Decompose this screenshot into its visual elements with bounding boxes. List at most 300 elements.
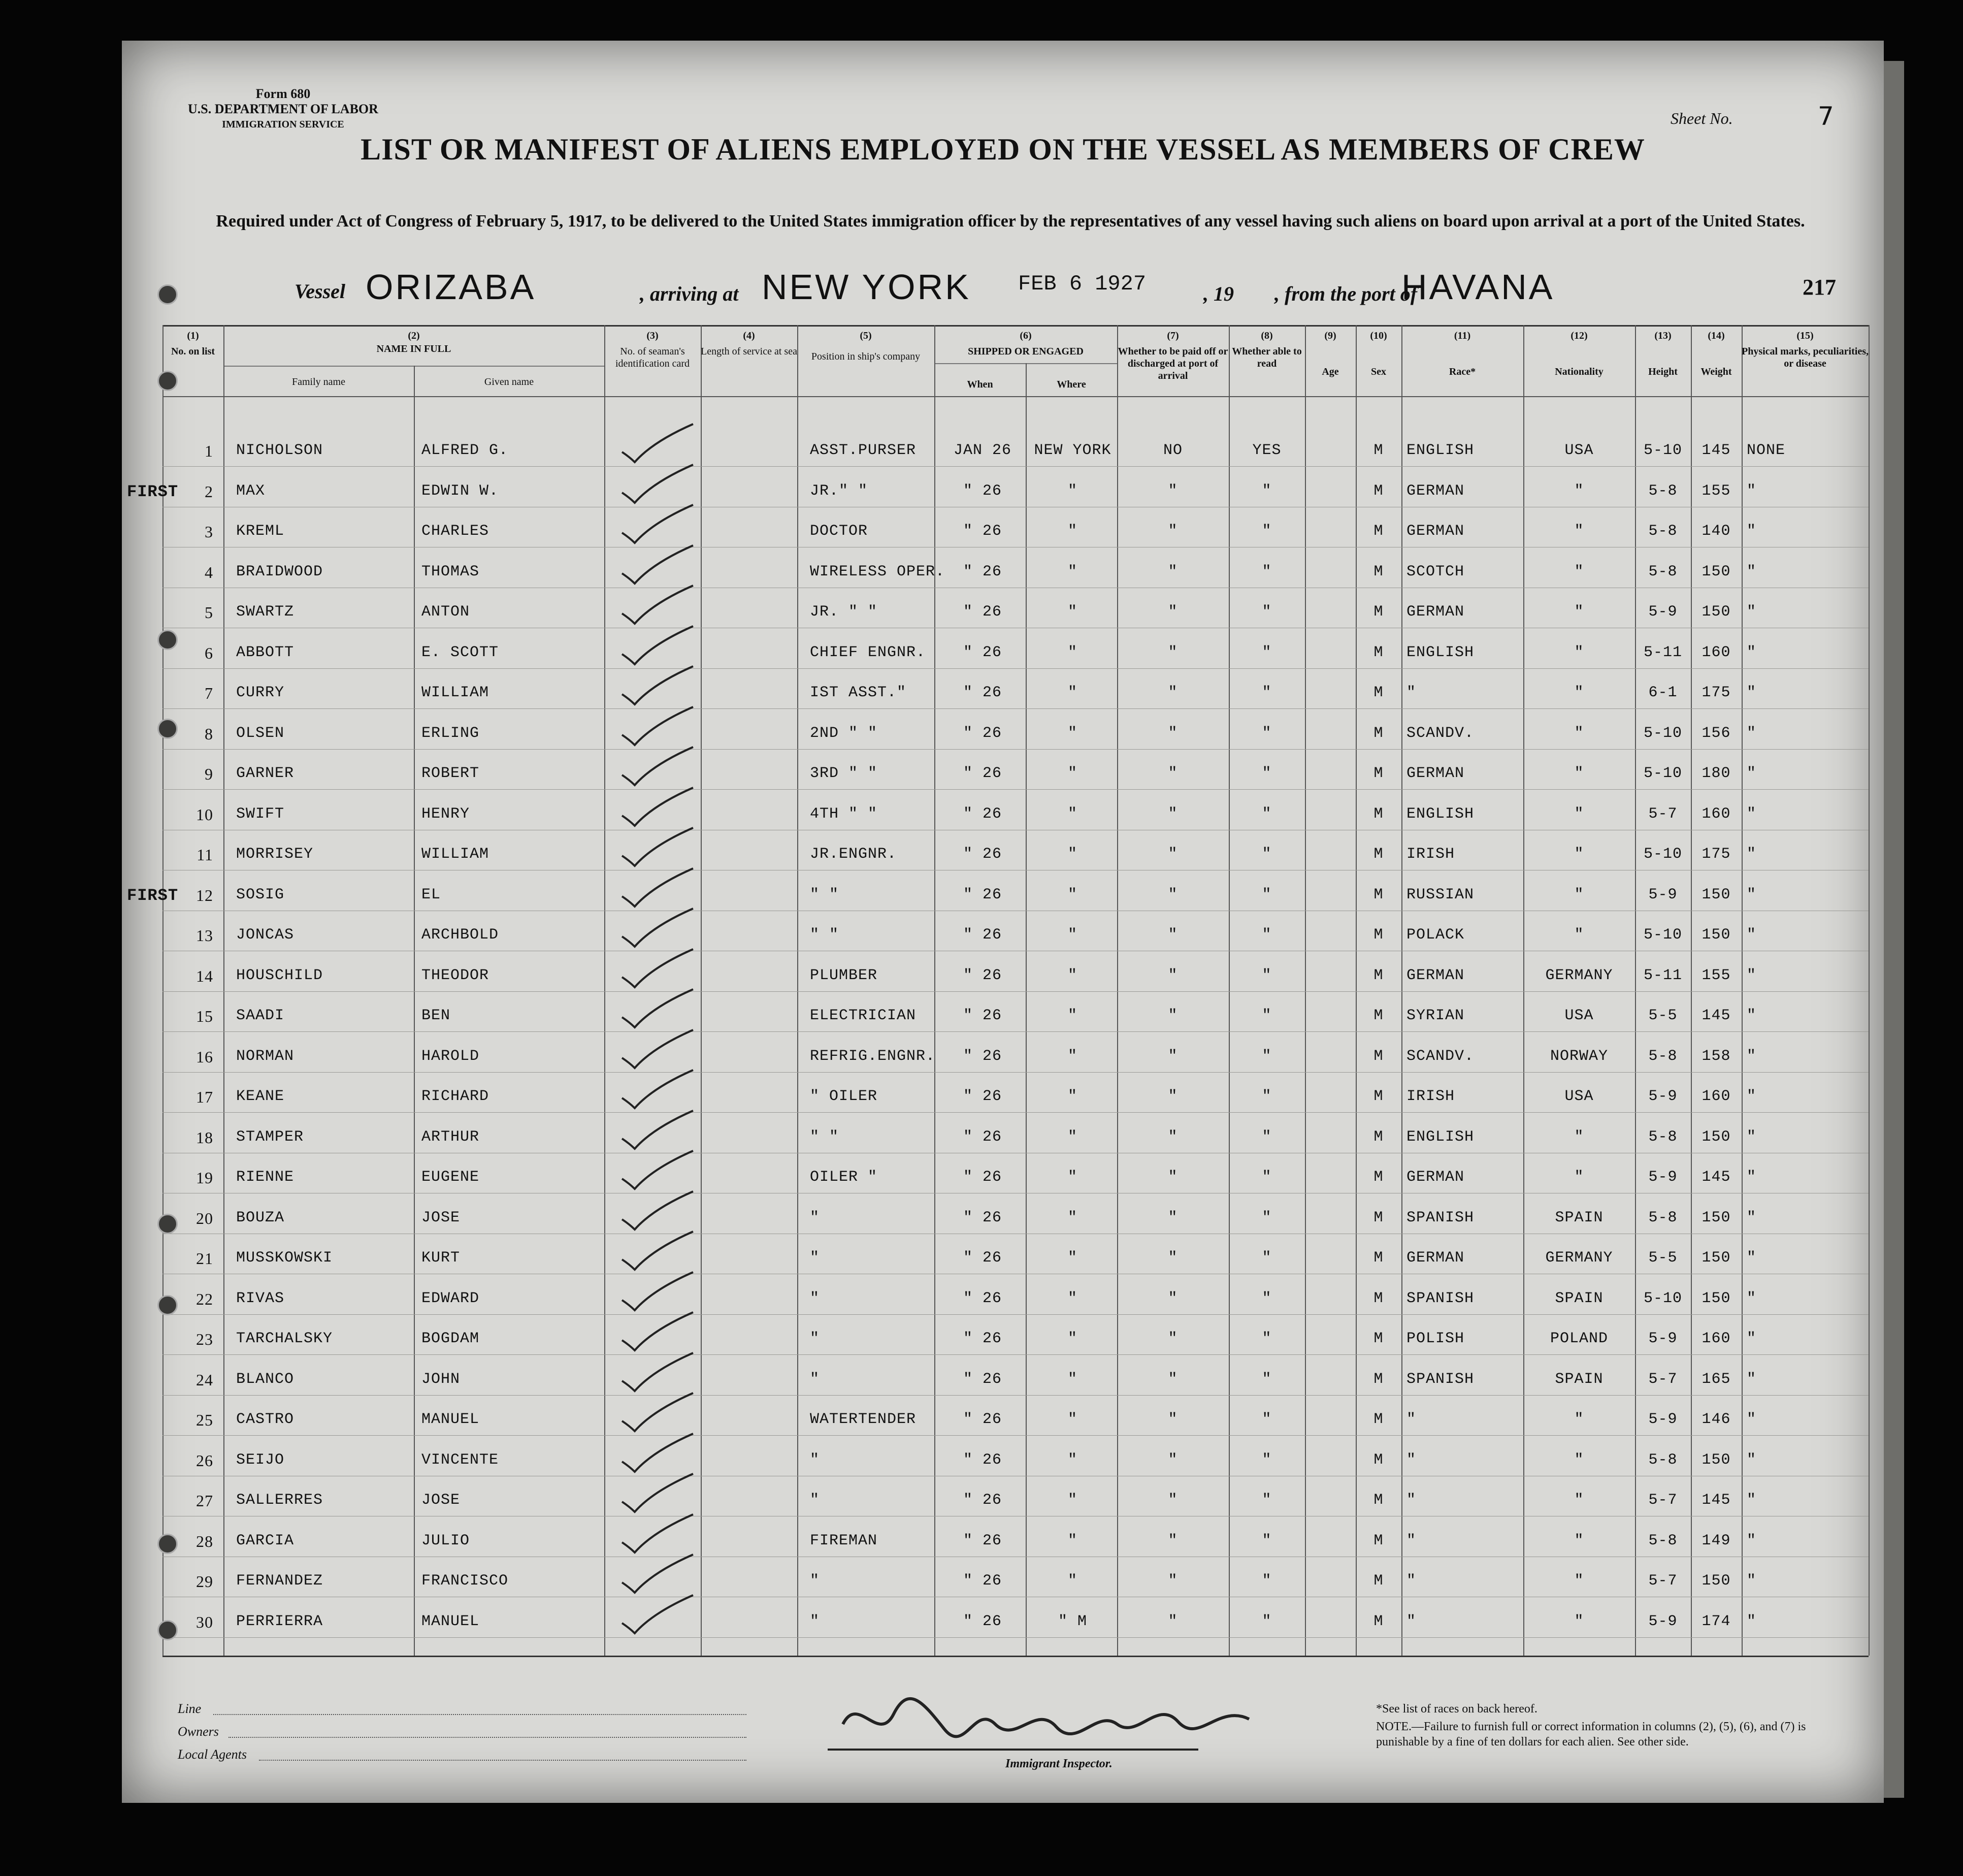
weight: 175: [1702, 846, 1731, 863]
from-port: HAVANA: [1401, 267, 1555, 307]
race: ENGLISH: [1406, 1128, 1475, 1146]
check-mark-icon: [617, 866, 698, 912]
family-name: CURRY: [236, 684, 285, 701]
row-number: 14: [196, 966, 213, 985]
paid-off: ": [1168, 1007, 1178, 1024]
row-number: 17: [196, 1088, 213, 1106]
physical-marks: ": [1747, 482, 1757, 500]
row-number: 12: [196, 886, 213, 904]
check-mark-icon: [617, 906, 698, 952]
race: ": [1406, 1612, 1417, 1630]
shipped-when: " 26: [963, 886, 1002, 903]
sex: M: [1373, 1451, 1384, 1469]
position: JR. " ": [810, 603, 878, 621]
position: ": [810, 1451, 820, 1469]
position: ": [810, 1370, 820, 1388]
row-number: 24: [196, 1370, 213, 1389]
row-rule: [162, 789, 1869, 790]
position: FIREMAN: [810, 1532, 878, 1549]
column-divider: [1401, 325, 1402, 1656]
paid-off: ": [1168, 1612, 1178, 1630]
physical-marks: ": [1747, 1370, 1757, 1388]
physical-marks: ": [1747, 1572, 1757, 1590]
family-name: SEIJO: [236, 1451, 285, 1469]
position: " ": [810, 926, 839, 944]
nationality: POLAND: [1550, 1330, 1609, 1347]
given-name: ROBERT: [421, 765, 480, 782]
race: GERMAN: [1406, 482, 1465, 500]
row-number: 29: [196, 1572, 213, 1591]
family-name: ABBOTT: [236, 643, 295, 661]
punch-hole: [157, 1620, 178, 1640]
shipped-where: ": [1067, 603, 1077, 621]
position: " ": [810, 1128, 839, 1146]
row-number: 3: [205, 523, 213, 541]
column-divider: [1356, 325, 1357, 1656]
able-to-read: ": [1262, 1088, 1272, 1105]
shipped-where: ": [1067, 1289, 1077, 1307]
sex: M: [1373, 643, 1384, 661]
col-header-given: Given name: [484, 376, 534, 387]
row-number: 4: [205, 563, 213, 581]
weight: 150: [1702, 1289, 1731, 1307]
column-divider: [934, 325, 935, 1656]
nationality: ": [1574, 805, 1584, 823]
weight: 150: [1702, 563, 1731, 580]
able-to-read: ": [1262, 1330, 1272, 1347]
sex: M: [1373, 966, 1384, 984]
weight: 180: [1702, 765, 1731, 782]
paid-off: ": [1168, 1572, 1178, 1590]
given-name: FRANCISCO: [421, 1572, 509, 1590]
sex: M: [1373, 1047, 1384, 1065]
given-name: WILLIAM: [421, 684, 489, 701]
height: 5-11: [1643, 643, 1682, 661]
check-mark-icon: [617, 1552, 698, 1598]
shipped-where: ": [1067, 523, 1077, 540]
able-to-read: ": [1262, 1532, 1272, 1549]
check-mark-icon: [617, 1310, 698, 1355]
physical-marks: ": [1747, 1330, 1757, 1347]
race: SPANISH: [1406, 1209, 1475, 1226]
race: SCANDV.: [1406, 1047, 1475, 1065]
paid-off: ": [1168, 1330, 1178, 1347]
physical-marks: ": [1747, 926, 1757, 944]
position: " ": [810, 886, 839, 903]
check-mark-icon: [617, 664, 698, 709]
able-to-read: ": [1262, 805, 1272, 823]
position: ": [810, 1249, 820, 1267]
paid-off: ": [1168, 724, 1178, 742]
position: ": [810, 1612, 820, 1630]
race: ": [1406, 1532, 1417, 1549]
height: 5-8: [1648, 482, 1678, 500]
weight: 155: [1702, 966, 1731, 984]
shipped-when: " 26: [963, 1370, 1002, 1388]
shipped-when: " 26: [963, 1492, 1002, 1509]
shipped-where: ": [1067, 926, 1077, 944]
shipped-when: " 26: [963, 603, 1002, 621]
paid-off: ": [1168, 1169, 1178, 1186]
check-mark-icon: [617, 1593, 698, 1638]
check-mark-icon: [617, 1229, 698, 1275]
row-rule: [162, 1637, 1869, 1638]
weight: 145: [1702, 1007, 1731, 1024]
height: 5-9: [1648, 1411, 1678, 1428]
race: ENGLISH: [1406, 442, 1475, 459]
weight: 160: [1702, 643, 1731, 661]
paid-off: ": [1168, 643, 1178, 661]
punch-hole: [157, 1534, 178, 1554]
check-mark-icon: [617, 1390, 698, 1436]
family-name: SWARTZ: [236, 603, 295, 621]
row-number: 26: [196, 1451, 213, 1470]
height: 5-7: [1648, 1370, 1678, 1388]
weight: 160: [1702, 1330, 1731, 1347]
given-name: KURT: [421, 1249, 461, 1267]
race: SPANISH: [1406, 1289, 1475, 1307]
sex: M: [1373, 1532, 1384, 1549]
given-name: ARCHBOLD: [421, 926, 499, 944]
family-name: FERNANDEZ: [236, 1572, 323, 1590]
nationality: NORWAY: [1550, 1047, 1609, 1065]
sex: M: [1373, 603, 1384, 621]
able-to-read: ": [1262, 1612, 1272, 1630]
position: " OILER: [810, 1088, 878, 1105]
given-name: RICHARD: [421, 1088, 489, 1105]
weight: 156: [1702, 724, 1731, 742]
family-name: OLSEN: [236, 724, 285, 742]
weight: 150: [1702, 886, 1731, 903]
check-mark-icon: [617, 502, 698, 548]
nationality: GERMANY: [1545, 1249, 1613, 1267]
arriving-label: , arriving at: [640, 282, 739, 305]
column-number: (8): [1261, 330, 1273, 341]
row-margin-note: FIRST: [127, 482, 179, 501]
able-to-read: ": [1262, 1370, 1272, 1388]
sex: M: [1373, 765, 1384, 782]
able-to-read: ": [1262, 846, 1272, 863]
sheet-no-value: 7: [1818, 102, 1834, 131]
height: 5-8: [1648, 523, 1678, 540]
row-number: 19: [196, 1169, 213, 1187]
physical-marks: ": [1747, 1492, 1757, 1509]
nationality: ": [1574, 603, 1584, 621]
family-name: RIENNE: [236, 1169, 295, 1186]
sex: M: [1373, 482, 1384, 500]
paid-off: ": [1168, 1088, 1178, 1105]
column-divider: [1742, 325, 1743, 1656]
column-number: (5): [860, 330, 872, 341]
sex: M: [1373, 1289, 1384, 1307]
physical-marks: ": [1747, 1128, 1757, 1146]
paid-off: ": [1168, 684, 1178, 701]
given-name: CHARLES: [421, 523, 489, 540]
paid-off: ": [1168, 1492, 1178, 1509]
check-mark-icon: [617, 1189, 698, 1235]
height: 5-9: [1648, 1169, 1678, 1186]
paid-off: ": [1168, 1209, 1178, 1226]
column-divider: [1523, 325, 1524, 1656]
weight: 150: [1702, 1451, 1731, 1469]
row-number: 30: [196, 1612, 213, 1631]
shipped-when: " 26: [963, 523, 1002, 540]
height: 5-10: [1643, 1289, 1682, 1307]
able-to-read: ": [1262, 1047, 1272, 1065]
fine-note: NOTE.—Failure to furnish full or correct information in columns (2), (5), (6), and (7) is punishable by a fine of ten dollars for each alien. See other side.: [1376, 1720, 1806, 1749]
shipped-where: ": [1067, 1209, 1077, 1226]
row-number: 28: [196, 1532, 213, 1550]
column-number: (4): [743, 330, 755, 341]
check-mark-icon: [617, 1270, 698, 1315]
paid-off: ": [1168, 765, 1178, 782]
nationality: SPAIN: [1555, 1289, 1604, 1307]
footer-agents-label: Local Agents: [178, 1747, 247, 1762]
given-name: MANUEL: [421, 1411, 480, 1428]
race: ENGLISH: [1406, 643, 1475, 661]
column-divider: [1117, 325, 1118, 1656]
nationality: ": [1574, 1492, 1584, 1509]
sex: M: [1373, 1128, 1384, 1146]
shipped-where: ": [1067, 1330, 1077, 1347]
able-to-read: ": [1262, 1209, 1272, 1226]
column-number: (12): [1571, 330, 1588, 341]
row-number: 7: [205, 684, 213, 702]
shipped-where: ": [1067, 1169, 1077, 1186]
paid-off: ": [1168, 805, 1178, 823]
weight: 145: [1702, 1169, 1731, 1186]
shipped-where: ": [1067, 846, 1077, 863]
nationality: ": [1574, 1572, 1584, 1590]
shipped-where: ": [1067, 966, 1077, 984]
height: 5-10: [1643, 724, 1682, 742]
nationality: ": [1574, 724, 1584, 742]
punch-hole: [157, 1214, 178, 1234]
able-to-read: ": [1262, 1249, 1272, 1267]
race: SYRIAN: [1406, 1007, 1465, 1024]
shipped-when: " 26: [963, 1007, 1002, 1024]
family-name: KREML: [236, 523, 285, 540]
nationality: ": [1574, 523, 1584, 540]
position: ": [810, 1289, 820, 1307]
nationality: USA: [1564, 1088, 1594, 1105]
weight: 150: [1702, 603, 1731, 621]
check-mark-icon: [617, 1148, 698, 1194]
weight: 160: [1702, 805, 1731, 823]
able-to-read: ": [1262, 1128, 1272, 1146]
position: JR.ENGNR.: [810, 846, 897, 863]
height: 5-5: [1648, 1249, 1678, 1267]
department: U.S. DEPARTMENT OF LABOR: [188, 102, 378, 116]
sex: M: [1373, 1007, 1384, 1024]
shipped-when: " 26: [963, 1088, 1002, 1105]
col-header-weight: Weight: [1700, 366, 1732, 377]
shipped-when: " 26: [963, 765, 1002, 782]
sex: M: [1373, 1492, 1384, 1509]
col-header-physical: Physical marks, peculiarities, or disease: [1742, 346, 1869, 369]
paid-off: ": [1168, 1249, 1178, 1267]
position: 3RD " ": [810, 765, 878, 782]
vessel-name: ORIZABA: [366, 267, 536, 307]
sex: M: [1373, 1209, 1384, 1226]
physical-marks: NONE: [1747, 442, 1786, 459]
sex: M: [1373, 846, 1384, 863]
given-name: ALFRED G.: [421, 442, 509, 459]
col-header-height: Height: [1648, 366, 1678, 377]
shipped-where: ": [1067, 886, 1077, 903]
physical-marks: ": [1747, 1411, 1757, 1428]
row-number: 9: [205, 765, 213, 783]
nationality: ": [1574, 563, 1584, 580]
given-name: EL: [421, 886, 441, 903]
weight: 150: [1702, 926, 1731, 944]
column-divider: [223, 325, 224, 1656]
shipped-when: " 26: [963, 1289, 1002, 1307]
shipped-where: ": [1067, 1532, 1077, 1549]
col-header-age: Age: [1322, 366, 1339, 377]
height: 5-7: [1648, 805, 1678, 823]
position: ASST.PURSER: [810, 442, 917, 459]
position: IST ASST.": [810, 684, 907, 701]
shipped-when: " 26: [963, 926, 1002, 944]
shipped-when: " 26: [963, 1249, 1002, 1267]
sex: M: [1373, 926, 1384, 944]
race-note: *See list of races on back hereof.: [1376, 1702, 1537, 1716]
height: 5-9: [1648, 1612, 1678, 1630]
race: GERMAN: [1406, 603, 1465, 621]
position: ": [810, 1209, 820, 1226]
row-number: 2: [205, 482, 213, 501]
position: ": [810, 1572, 820, 1590]
column-number: (11): [1454, 330, 1471, 341]
sex: M: [1373, 684, 1384, 701]
nationality: USA: [1564, 442, 1594, 459]
given-name: HAROLD: [421, 1047, 480, 1065]
given-name: E. SCOTT: [421, 643, 499, 661]
shipped-where: ": [1067, 1572, 1077, 1590]
col-header-paid-off: Whether to be paid off or discharged at port of arrival: [1118, 346, 1228, 381]
punch-hole: [157, 630, 178, 650]
race: GERMAN: [1406, 1249, 1465, 1267]
shipped-when: " 26: [963, 724, 1002, 742]
physical-marks: ": [1747, 1007, 1757, 1024]
column-number: (15): [1796, 330, 1814, 341]
position: PLUMBER: [810, 966, 878, 984]
row-number: 1: [205, 442, 213, 460]
family-name: MAX: [236, 482, 266, 500]
sex: M: [1373, 1088, 1384, 1105]
shipped-where: ": [1067, 765, 1077, 782]
nationality: ": [1574, 643, 1584, 661]
paid-off: ": [1168, 1370, 1178, 1388]
col-header-when: When: [967, 379, 993, 390]
physical-marks: ": [1747, 1532, 1757, 1549]
sex: M: [1373, 724, 1384, 742]
sex: M: [1373, 1249, 1384, 1267]
sex: M: [1373, 442, 1384, 459]
check-mark-icon: [617, 947, 698, 992]
given-name: BEN: [421, 1007, 451, 1024]
able-to-read: ": [1262, 926, 1272, 944]
col-header-position: Position in ship's company: [811, 351, 921, 362]
family-name: BRAIDWOOD: [236, 563, 323, 580]
paid-off: ": [1168, 1289, 1178, 1307]
physical-marks: ": [1747, 966, 1757, 984]
family-name: SOSIG: [236, 886, 285, 903]
physical-marks: ": [1747, 1047, 1757, 1065]
weight: 145: [1702, 1492, 1731, 1509]
height: 5-9: [1648, 1330, 1678, 1347]
race: SCANDV.: [1406, 724, 1475, 742]
physical-marks: ": [1747, 1169, 1757, 1186]
nationality: ": [1574, 684, 1584, 701]
shipped-when: " 26: [963, 563, 1002, 580]
sheet-no-label: Sheet No.: [1671, 109, 1733, 127]
check-mark-icon: [617, 462, 698, 508]
column-number: (10): [1370, 330, 1387, 341]
race: POLISH: [1406, 1330, 1465, 1347]
shipped-where: " M: [1058, 1612, 1087, 1630]
row-number: 20: [196, 1209, 213, 1227]
shipped-where: ": [1067, 1088, 1077, 1105]
able-to-read: ": [1262, 684, 1272, 701]
col-header-nationality: Nationality: [1555, 366, 1604, 377]
row-rule: [162, 668, 1869, 669]
check-mark-icon: [617, 543, 698, 589]
column-number: (6): [1020, 330, 1032, 341]
row-rule: [162, 1435, 1869, 1436]
check-mark-icon: [617, 825, 698, 871]
col-header-race: Race*: [1449, 366, 1476, 377]
race: ENGLISH: [1406, 805, 1475, 823]
physical-marks: ": [1747, 1451, 1757, 1469]
weight: 175: [1702, 684, 1731, 701]
punch-hole: [157, 284, 178, 305]
able-to-read: ": [1262, 886, 1272, 903]
row-number: 8: [205, 724, 213, 743]
race: SCOTCH: [1406, 563, 1465, 580]
page-edge: [1884, 61, 1904, 1798]
race: ": [1406, 1572, 1417, 1590]
able-to-read: ": [1262, 1492, 1272, 1509]
given-name: MANUEL: [421, 1612, 480, 1630]
weight: 150: [1702, 1572, 1731, 1590]
position: OILER ": [810, 1169, 878, 1186]
row-rule: [162, 991, 1869, 992]
position: ELECTRICIAN: [810, 1007, 917, 1024]
height: 5-8: [1648, 1451, 1678, 1469]
weight: 155: [1702, 482, 1731, 500]
height: 5-8: [1648, 1209, 1678, 1226]
shipped-when: " 26: [963, 684, 1002, 701]
given-name: ANTON: [421, 603, 470, 621]
column-number: (14): [1708, 330, 1725, 341]
given-name: WILLIAM: [421, 846, 489, 863]
arriving-port: NEW YORK: [762, 267, 971, 307]
nationality: ": [1574, 926, 1584, 944]
shipped-where: ": [1067, 805, 1077, 823]
check-mark-icon: [617, 1350, 698, 1396]
race: ": [1406, 1451, 1417, 1469]
page-title: LIST OR MANIFEST OF ALIENS EMPLOYED ON THE VESSEL AS MEMBERS OF CREW: [361, 133, 1645, 166]
height: 5-7: [1648, 1492, 1678, 1509]
shipped-when: " 26: [963, 1612, 1002, 1630]
family-name: RIVAS: [236, 1289, 285, 1307]
physical-marks: ": [1747, 1209, 1757, 1226]
given-name: THEODOR: [421, 966, 489, 984]
physical-marks: ": [1747, 846, 1757, 863]
inspector-signature: [812, 1673, 1346, 1765]
